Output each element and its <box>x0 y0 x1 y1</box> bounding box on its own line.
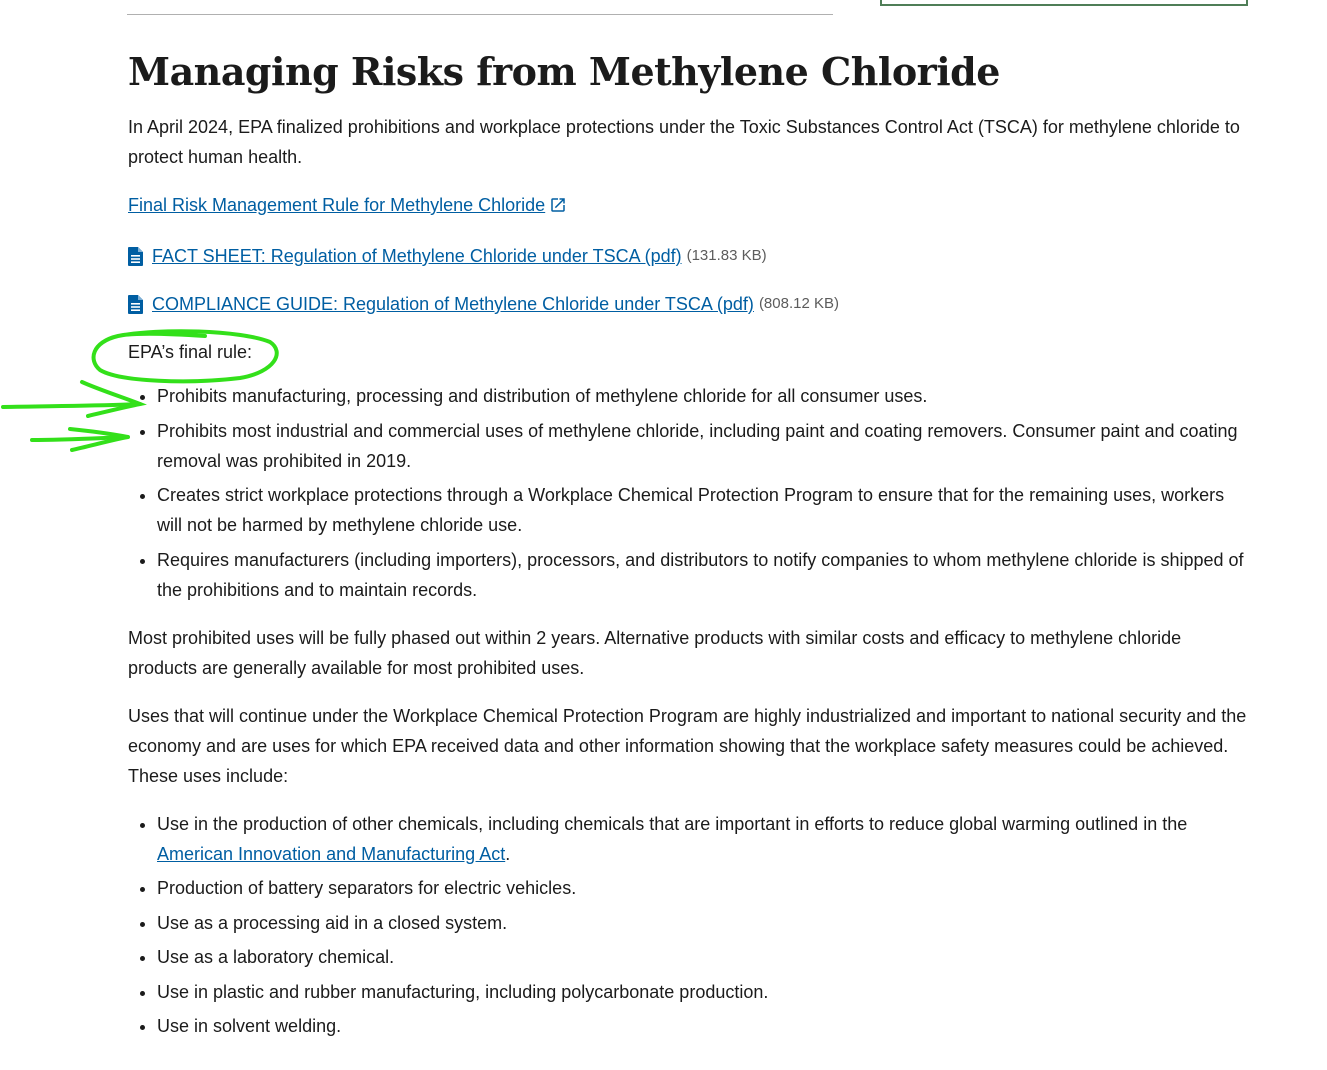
pdf-file-icon <box>128 295 144 314</box>
list-item <box>157 809 1248 869</box>
page-title: Managing Risks from Methylene Chloride <box>128 49 1000 94</box>
aim-act-link[interactable]: American Innovation and Manufacturing Act <box>157 843 506 864</box>
list-item: • Use as a processing aid in a closed system. <box>157 908 1248 938</box>
compliance-guide-line <box>128 289 1248 319</box>
list-item: • Use as a laboratory chemical. <box>157 942 1248 972</box>
list-item: • Use in plastic and rubber manufacturing, including polycarbonate production. <box>157 977 1248 1007</box>
pdf-file-icon <box>128 247 144 266</box>
list-item: • Creates strict workplace protections through a Workplace Chemical Protection Program to ensure that for the remaining uses, workers will not be harmed by methylene chloride use. <box>157 480 1248 540</box>
fact-sheet-link[interactable]: FACT SHEET: Regulation of Methylene Chloride under TSCA (pdf) <box>152 246 682 266</box>
list-item: • Prohibits most industrial and commercial uses of methylene chloride, including paint and coating removers. Consumer paint and coating removal was prohibited in 2019. <box>157 416 1248 476</box>
final-rule-link-line <box>128 190 1248 223</box>
main-content <box>128 44 1248 1059</box>
list-item: • Production of battery separators for electric vehicles. <box>157 873 1248 903</box>
compliance-guide-link[interactable]: COMPLIANCE GUIDE: Regulation of Methylene Chloride under TSCA (pdf) <box>152 294 754 314</box>
annotation-arrow-1-shaft <box>3 404 140 407</box>
phase-out-paragraph: Most prohibited uses will be fully phased out within 2 years. Alternative products with similar costs and efficacy to methylene chloride products are generally available for most prohibited uses. <box>128 627 1182 678</box>
fact-sheet-line <box>128 241 1248 271</box>
list-item-suffix: . <box>505 843 511 864</box>
list-item: • Use in solvent welding. <box>157 1011 1248 1041</box>
final-rule-list <box>128 381 1248 605</box>
list-item-text: Use in the production of other chemicals, including chemicals that are important in efforts to reduce global warming outlined in the <box>157 813 1188 834</box>
continued-uses-list <box>128 809 1248 1042</box>
intro-paragraph: In April 2024, EPA finalized prohibitions and workplace protections under the Toxic Substances Control Act (TSCA) for methylene chloride to protect human health. <box>128 117 1240 167</box>
final-rule-link-text: Final Risk Management Rule for Methylene Chloride <box>128 195 546 215</box>
annotation-arrow-2-shaft <box>32 437 128 440</box>
list-item: • Prohibits manufacturing, processing and distribution of methylene chloride for all consumer uses. <box>157 381 1248 411</box>
sidebar-box-bottom <box>880 0 1248 6</box>
continue-uses-paragraph: Uses that will continue under the Workplace Chemical Protection Program are highly industrialized and important to national security and the economy and are uses for which EPA received data and other information showing that the workplace safety measures could be achieved. These uses include: <box>128 705 1247 786</box>
top-divider <box>127 14 833 15</box>
final-rule-heading: EPA’s final rule: <box>128 342 253 362</box>
compliance-guide-size: (808.12 KB) <box>758 295 839 312</box>
annotation-arrow-2-head <box>70 429 128 450</box>
external-link-icon[interactable] <box>549 193 567 223</box>
list-item: • Requires manufacturers (including importers), processors, and distributors to notify companies to whom methylene chloride is shipped of the prohibitions and to maintain records. <box>157 545 1248 605</box>
final-rule-link[interactable] <box>128 195 545 215</box>
fact-sheet-size: (131.83 KB) <box>686 247 767 264</box>
